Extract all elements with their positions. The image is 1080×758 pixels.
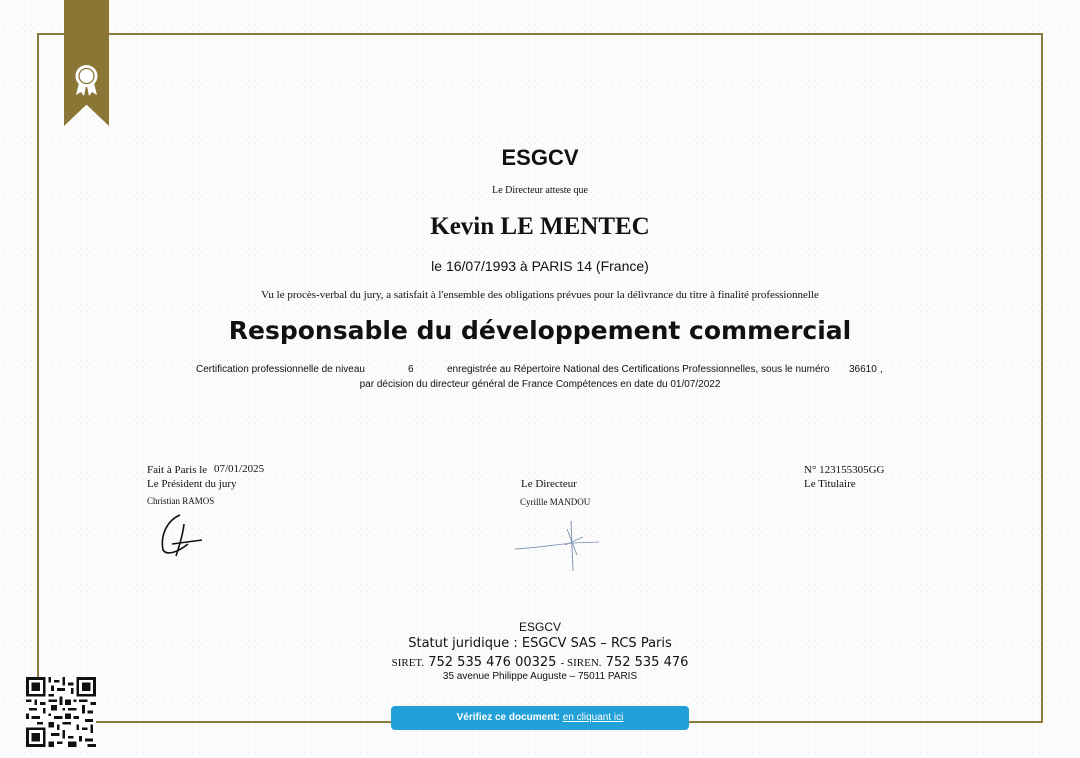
director-signature xyxy=(513,515,608,573)
siren-value: 752 535 476 xyxy=(605,655,689,670)
made-at-date: 07/01/2025 xyxy=(214,463,265,475)
cert-level: 6 xyxy=(408,364,414,375)
cert-prefix: Certification professionnelle de niveau xyxy=(196,364,365,375)
certificate-number xyxy=(804,464,884,476)
siret-value: 752 535 476 00325 xyxy=(428,655,557,670)
siret-label: SIRET. xyxy=(391,657,425,669)
cert-suffix: , xyxy=(880,364,883,375)
president-signature xyxy=(158,510,208,560)
number-label: N° xyxy=(804,464,817,476)
recipient-name: Kevin LE MENTEC xyxy=(430,213,650,240)
director-name: Cyrillle MANDOU xyxy=(520,497,591,507)
jury-statement: Vu le procès-verbal du jury, a satisfait à l'ensemble des obligations prévues pour la délivrance du titre à finalité professionnelle xyxy=(261,289,819,301)
qr-code[interactable] xyxy=(26,677,96,747)
decision-prefix: par décision du directeur général de France Compétences en date du xyxy=(359,379,668,390)
president-name: Christian RAMOS xyxy=(147,496,215,506)
president-title: Le Président du jury xyxy=(147,478,237,490)
attest-text: Le Directeur atteste que xyxy=(492,185,588,196)
footer-address: 35 avenue Philippe Auguste – 75011 PARIS xyxy=(442,671,638,682)
diploma-title: Responsable du développement commercial xyxy=(228,316,852,345)
siren-label: - SIREN. xyxy=(560,657,602,669)
school-name: ESGCV xyxy=(501,145,579,170)
footer-legal: Statut juridique : ESGCV SAS – RCS Paris xyxy=(408,636,672,651)
made-at-prefix: Fait à Paris le xyxy=(147,464,208,476)
footer-registration xyxy=(0,655,1080,670)
cert-decision xyxy=(0,379,1080,390)
verify-label: Vérifiez ce document: xyxy=(456,712,560,723)
number-value: 123155305GG xyxy=(819,464,885,476)
cert-registry-text: enregistrée au Répertoire National des Certifications Professionnelles, sous le numéro xyxy=(447,364,830,375)
award-rosette-icon xyxy=(72,64,101,96)
holder-title: Le Titulaire xyxy=(804,478,856,490)
director-title: Le Directeur xyxy=(521,478,577,490)
birth-info: le 16/07/1993 à PARIS 14 (France) xyxy=(431,258,649,274)
cert-number: 36610 xyxy=(849,364,877,375)
decision-date: 01/07/2022 xyxy=(670,379,721,390)
footer-company: ESGCV xyxy=(518,620,561,634)
verify-document-button[interactable] xyxy=(391,706,689,730)
verify-link[interactable]: en cliquant ici xyxy=(562,712,624,723)
